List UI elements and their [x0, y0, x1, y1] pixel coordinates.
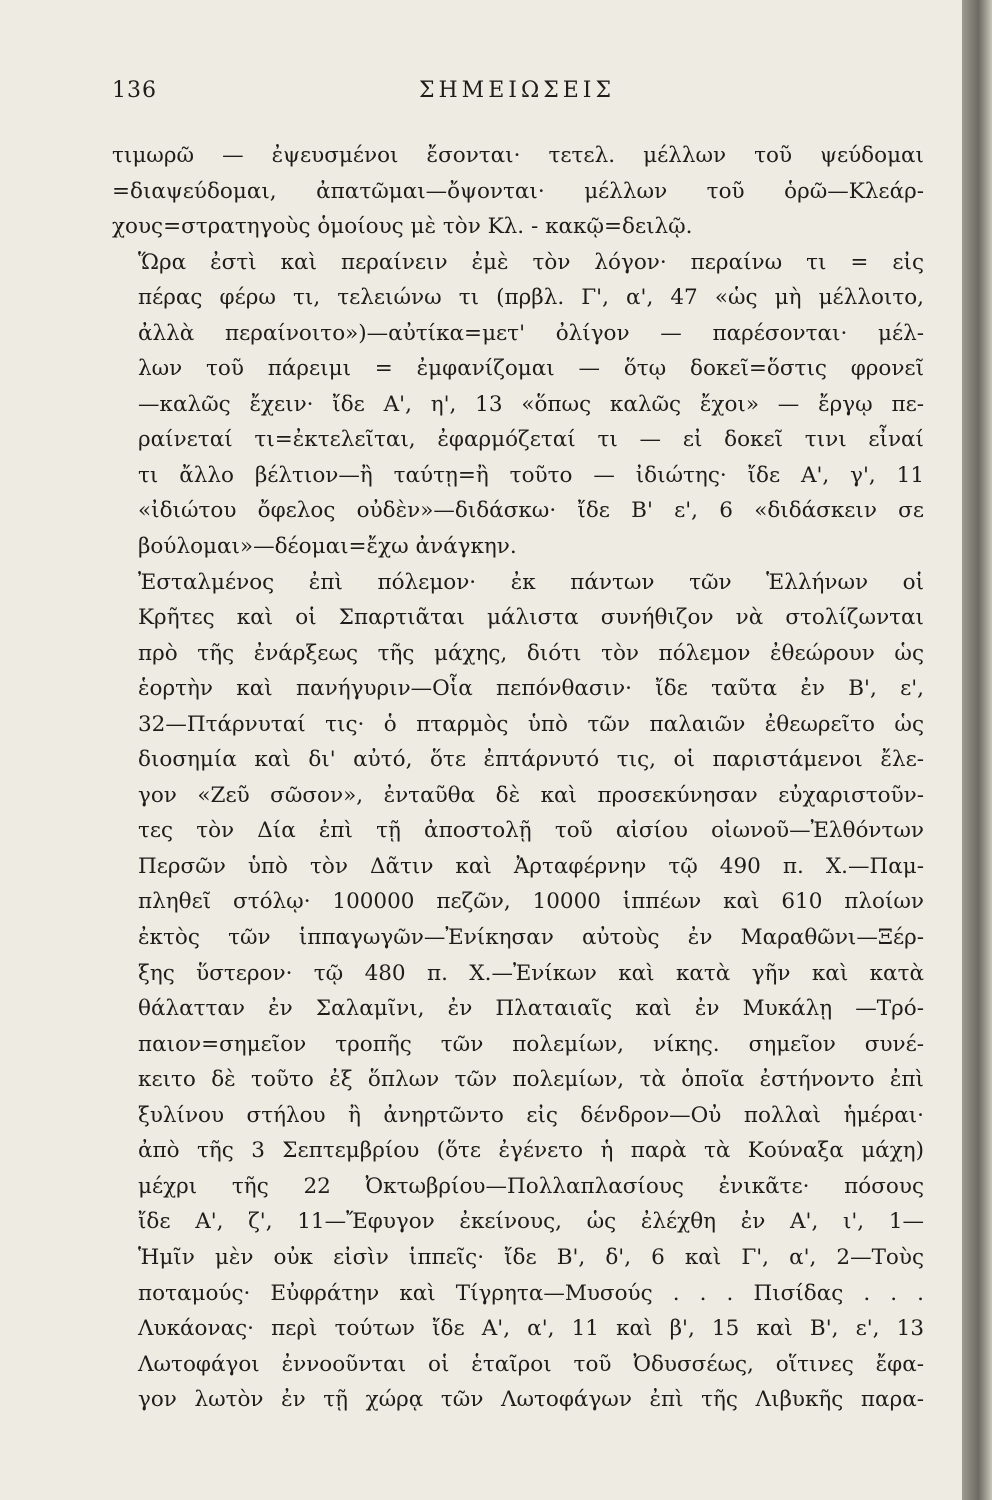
text-line: λων τοῦ πάρειμι = ἐμφανίζομαι — ὅτῳ δοκεῖ=ὅστις φρονεῖ — [138, 356, 924, 382]
text-line: Ἡμῖν μὲν οὐκ εἰσὶν ἱππεῖς· ἴδε Β', δ', 6 καὶ Γ', α', 2—Τοὺς — [138, 1244, 924, 1270]
paragraph-2 — [112, 245, 924, 565]
text-line: γον «Ζεῦ σῶσον», ἐνταῦθα δὲ καὶ προσεκύνησαν εὐχαριστοῦν- — [138, 782, 924, 808]
text-line: =διαψεύδομαι, ἀπατῶμαι—ὄψονται· μέλλων τοῦ ὁρῶ—Κλεάρ- — [112, 178, 924, 204]
book-spine-shadow — [962, 0, 992, 1500]
text-line: θάλατταν ἐν Σαλαμῖνι, ἐν Πλαταιαῖς καὶ ἐν Μυκάλῃ —Τρό- — [138, 996, 924, 1022]
text-line: 32—Πτάρνυταί τις· ὁ πταρμὸς ὑπὸ τῶν παλαιῶν ἐθεωρεῖτο ὡς — [138, 711, 924, 737]
text-line: ξης ὕστερον· τῷ 480 π. Χ.—Ἐνίκων καὶ κατὰ γῆν καὶ κατὰ — [138, 960, 924, 986]
text-line: μέχρι τῆς 22 Ὀκτωβρίου—Πολλαπλασίους ἐνικᾶτε· πόσους — [138, 1173, 924, 1199]
text-line: πέρας φέρω τι, τελειώνω τι (πρβλ. Γ', α', 47 «ὡς μὴ μέλλοιτο, — [138, 285, 924, 311]
text-line: ἀπὸ τῆς 3 Σεπτεμβρίου (ὅτε ἐγένετο ἡ παρὰ τὰ Κούναξα μάχη) — [138, 1138, 924, 1164]
text-line: Κρῆτες καὶ οἱ Σπαρτιᾶται μάλιστα συνήθιζον νὰ στολίζωνται — [138, 605, 924, 631]
text-line: πρὸ τῆς ἐνάρξεως τῆς μάχης, διότι τὸν πόλεμον ἐθεώρουν ὡς — [138, 640, 924, 666]
text-line: γον λωτὸν ἐν τῇ χώρᾳ τῶν Λωτοφάγων ἐπὶ τῆς Λιβυκῆς παρα- — [138, 1387, 924, 1413]
text-line: «ἰδιώτου ὄφελος οὐδὲν»—διδάσκω· ἴδε Β' ε', 6 «διδάσκειν σε — [138, 498, 924, 524]
text-line: τιμωρῶ — ἐψευσμένοι ἔσονται· τετελ. μέλλων τοῦ ψεύδομαι — [112, 143, 924, 168]
text-line: κειτο δὲ τοῦτο ἐξ ὅπλων τῶν πολεμίων, τὰ ὁποῖα ἐστήνοντο ἐπὶ — [138, 1067, 924, 1093]
paragraph-1 — [112, 138, 924, 245]
text-line: ποταμούς· Εὐφράτην καὶ Τίγρητα—Μυσούς . . . Πισίδας . . . — [138, 1280, 924, 1306]
body-text — [112, 138, 924, 1418]
text-line: Λωτοφάγοι ἐννοοῦνται οἱ ἑταῖροι τοῦ Ὀδυσσέως, οἵτινες ἔφα- — [138, 1351, 924, 1377]
paragraph-3 — [112, 565, 924, 1418]
page-header — [112, 72, 922, 112]
text-line: Ἐσταλμένος ἐπὶ πόλεμον· ἐκ πάντων τῶν Ἑλλήνων οἱ — [138, 569, 924, 595]
text-line: πληθεῖ στόλῳ· 100000 πεζῶν, 10000 ἱππέων καὶ 610 πλοίων — [138, 889, 924, 915]
text-line: βούλομαι»—δέομαι=ἔχω ἀνάγκην. — [138, 534, 517, 560]
text-line: τι ἄλλο βέλτιον—ἢ ταύτῃ=ἢ τοῦτο — ἰδιώτης· ἴδε Α', γ', 11 — [138, 462, 924, 488]
text-line: —καλῶς ἔχειν· ἴδε Α', η', 13 «ὅπως καλῶς ἔχοι» — ἔργῳ πε- — [138, 391, 924, 417]
text-line: Ὥρα ἐστὶ καὶ περαίνειν ἐμὲ τὸν λόγον· περαίνω τι = εἰς — [138, 249, 924, 275]
text-line: ἑορτὴν καὶ πανήγυριν—Οἷα πεπόνθασιν· ἴδε ταῦτα ἐν Β', ε', — [138, 676, 924, 702]
running-head: ΣΗΜΕΙΩΣΕΙΣ — [418, 78, 616, 103]
text-line: ραίνεταί τι=ἐκτελεῖται, ἐφαρμόζεταί τι — εἰ δοκεῖ τινι εἶναί — [138, 427, 924, 453]
text-line: ἐκτὸς τῶν ἱππαγωγῶν—Ἐνίκησαν αὐτοὺς ἐν Μαραθῶνι—Ξέρ- — [138, 925, 924, 951]
page-number: 136 — [112, 78, 157, 103]
text-line: ξυλίνου στήλου ἢ ἀνηρτῶντο εἰς δένδρον—Οὐ πολλαὶ ἡμέραι· — [138, 1102, 924, 1128]
text-line: παιον=σημεῖον τροπῆς τῶν πολεμίων, νίκης. σημεῖον συνέ- — [138, 1031, 924, 1057]
text-line: Λυκάονας· περὶ τούτων ἴδε Α', α', 11 καὶ β', 15 καὶ Β', ε', 13 — [138, 1316, 924, 1342]
text-line: χους=στρατηγοὺς ὁμοίους μὲ τὸν Κλ. - κακῷ=δειλῷ. — [112, 214, 693, 240]
text-line: Περσῶν ὑπὸ τὸν Δᾶτιν καὶ Ἀρταφέρνην τῷ 490 π. Χ.—Παμ- — [138, 853, 924, 879]
text-line: διοσημία καὶ δι' αὐτό, ὅτε ἐπτάρνυτό τις, οἱ παριστάμενοι ἔλε- — [138, 747, 924, 773]
text-line: ἴδε Α', ζ', 11—Ἔφυγον ἐκείνους, ὡς ἐλέχθη ἐν Α', ι', 1— — [138, 1209, 924, 1235]
text-line: τες τὸν Δία ἐπὶ τῇ ἀποστολῇ τοῦ αἰσίου οἰωνοῦ—Ἐλθόντων — [138, 818, 924, 844]
text-line: ἀλλὰ περαίνοιτο»)—αὐτίκα=μετ' ὀλίγον — παρέσονται· μέλ- — [138, 320, 924, 346]
